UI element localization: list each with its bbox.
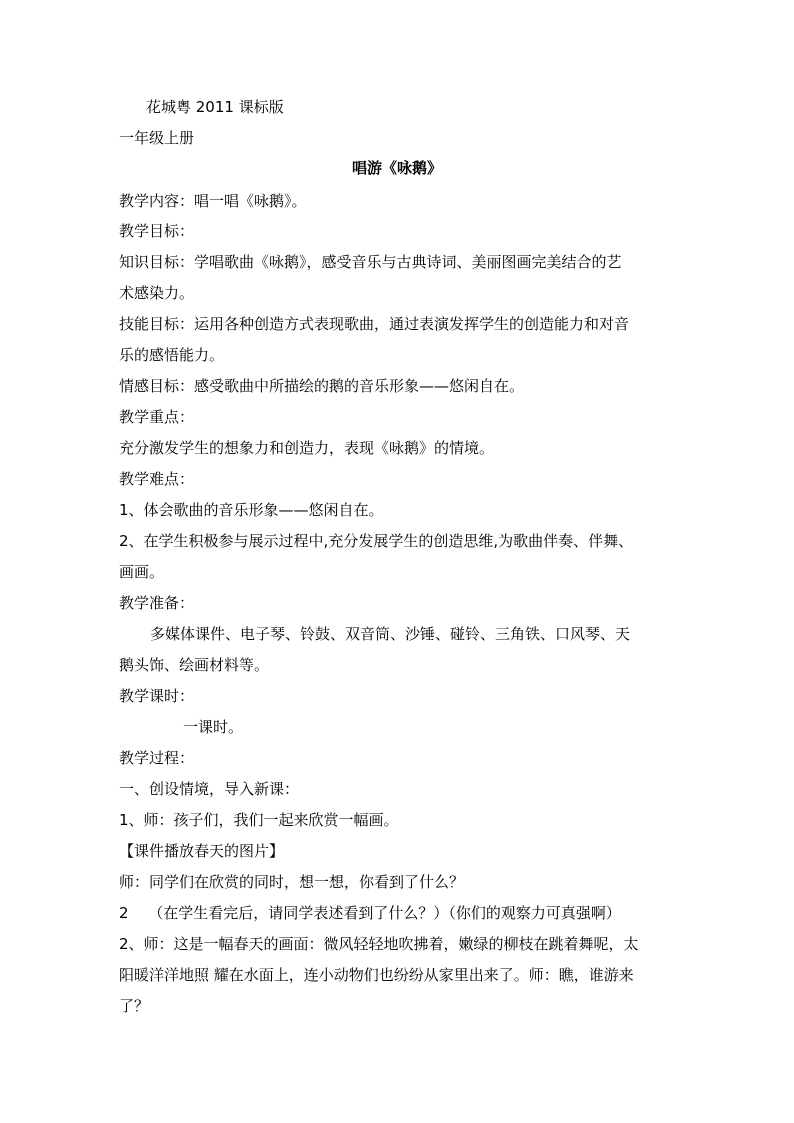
teaching-content: 教学内容：唱一唱《咏鹅》。 [119,192,307,210]
process-item-2-line-2: 阳暖洋洋地照 耀在水面上，连小动物们也纷纷从家里出来了。师：瞧，谁游来 [119,966,634,984]
process-item-2-line-1: 2、师：这是一幅春天的画面：微风轻轻地吹拂着，嫩绿的柳枝在跳着舞呢，太 [119,935,639,953]
preparation-line-1: 多媒体课件、电子琴、铃鼓、双音筒、沙锤、碰铃、三角铁、口风琴、天 [150,625,631,643]
section-difficulty-heading: 教学难点： [119,470,195,488]
knowledge-goal-line-1: 知识目标：学唱歌曲《咏鹅》，感受音乐与古典诗词、美丽图画完美结合的艺 [119,253,622,271]
courseware-note: 【课件播放春天的图片】 [119,842,285,860]
process-item-2-line-3: 了？ [119,997,150,1015]
section-hours-heading: 教学课时： [119,687,195,705]
process-item-1: 1、师：孩子们，我们一起来欣赏一幅画。 [119,811,399,829]
difficulty-item-1: 1、体会歌曲的音乐形象——悠闲自在。 [119,501,384,519]
knowledge-goal-line-2: 术感染力。 [119,284,195,302]
edition-line: 花城粤 2011 课标版 [146,98,284,116]
process-step-1-heading: 一、创设情境，导入新课： [119,780,300,798]
teacher-question: 师：同学们在欣赏的同时，想一想，你看到了什么？ [119,873,465,891]
emotion-goal: 情感目标：感受歌曲中所描绘的鹅的音乐形象——悠闲自在。 [119,377,525,395]
skill-goal-line-1: 技能目标：运用各种创造方式表现歌曲，通过表演发挥学生的创造能力和对音 [119,315,630,333]
section-goals-heading: 教学目标： [119,222,195,240]
difficulty-item-2-line-1: 2、在学生积极参与展示过程中,充分发展学生的创造思维,为歌曲伴奏、伴舞、 [119,532,634,550]
focus-text: 充分激发学生的想象力和创造力，表现《咏鹅》的情境。 [119,439,495,457]
skill-goal-line-2: 乐的感悟能力。 [119,346,225,364]
lesson-title: 唱游《咏鹅》 [351,159,442,177]
grade-line: 一年级上册 [119,129,195,147]
preparation-line-2: 鹅头饰、绘画材料等。 [119,656,270,674]
section-process-heading: 教学过程： [119,749,195,767]
hours-text: 一课时。 [183,718,244,736]
section-preparation-heading: 教学准备： [119,594,195,612]
section-focus-heading: 教学重点： [119,408,195,426]
difficulty-item-2-line-2: 画画。 [119,563,165,581]
student-response-note: 2 （在学生看完后，请同学表述看到了什么？）（你们的观察力可真强啊） [119,904,621,922]
